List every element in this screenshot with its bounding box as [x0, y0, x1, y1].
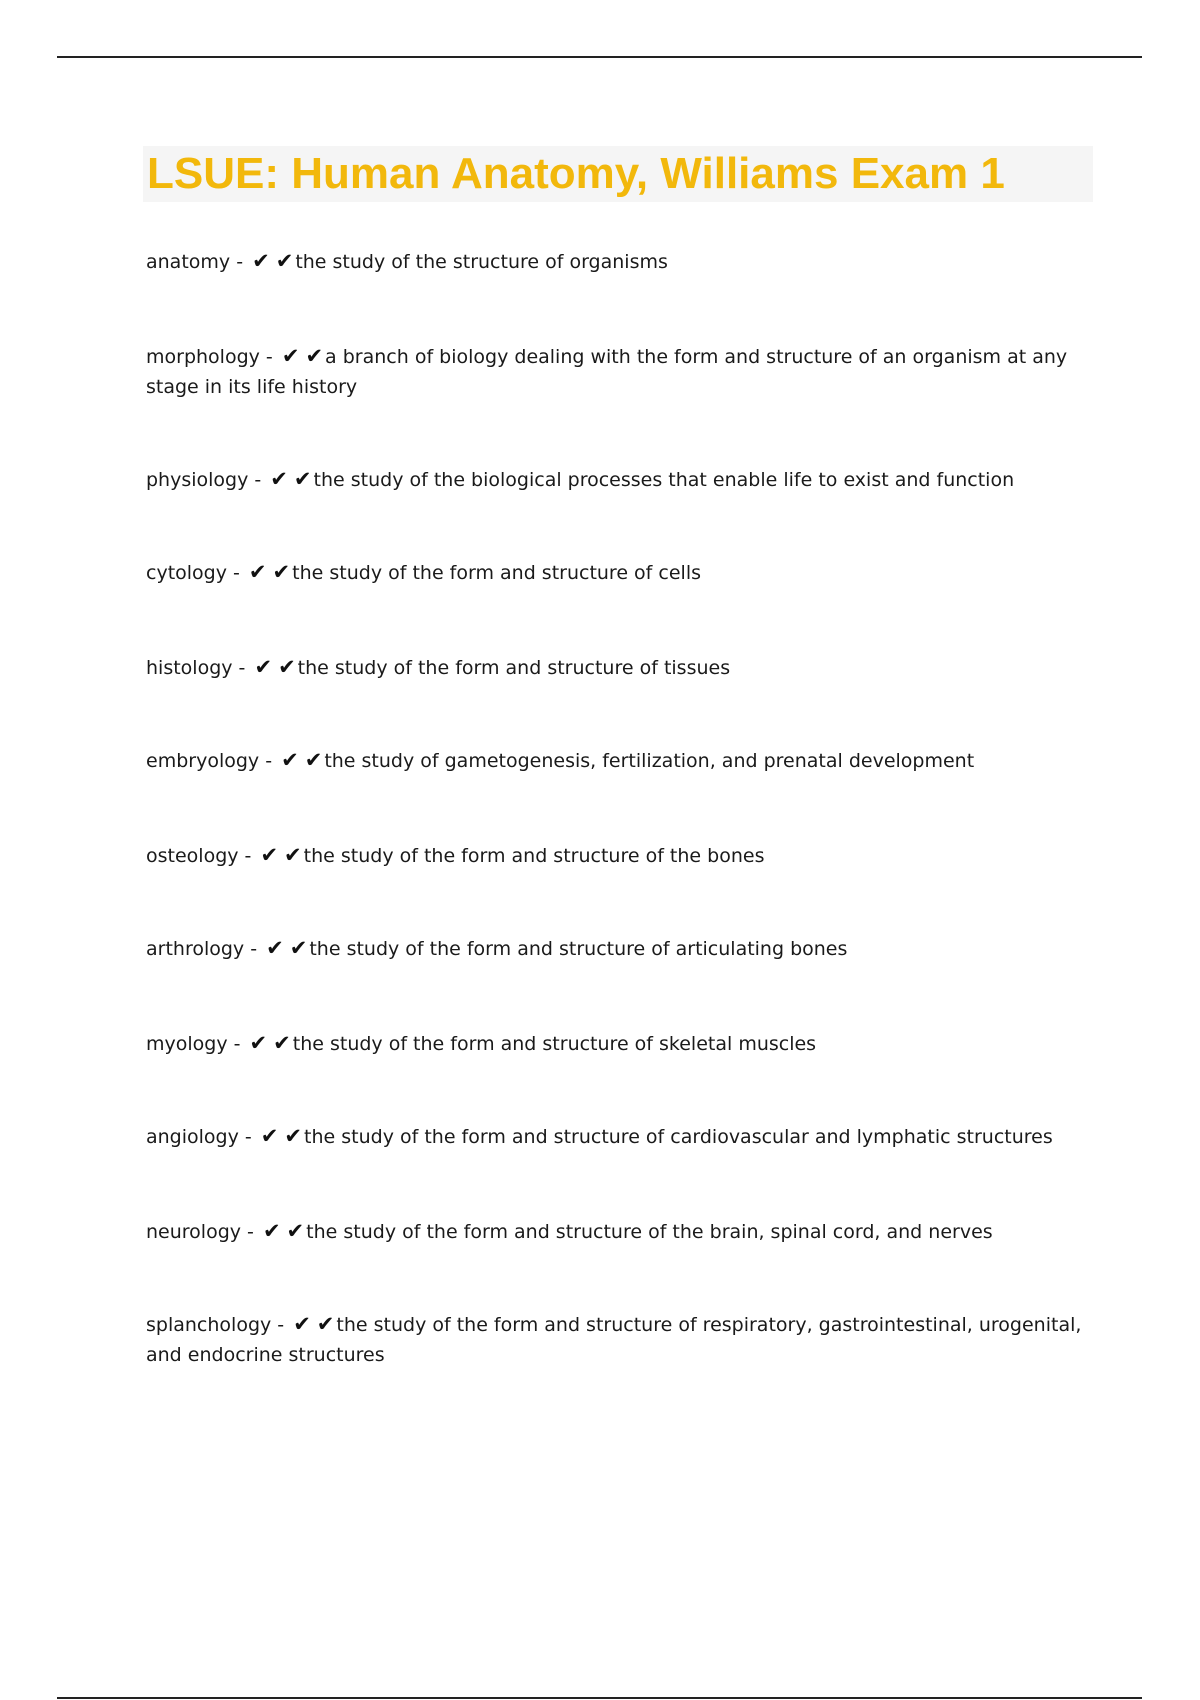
entry-definition: the study of the form and structure of articulating bones [309, 938, 848, 960]
entry-separator: - [244, 938, 264, 960]
checkmark-icon: ✔ [293, 1312, 311, 1336]
entry-term: neurology [146, 1221, 241, 1243]
checkmark-icon: ✔ [266, 936, 284, 960]
entry-term: morphology [146, 346, 260, 368]
entry-definition: the study of the form and structure of the brain, spinal cord, and nerves [306, 1221, 993, 1243]
glossary-entry [146, 557, 1096, 588]
checkmark-icon: ✔ [260, 843, 279, 867]
glossary-entry [146, 745, 1096, 776]
entry-separator: - [227, 1033, 247, 1055]
entry-definition: the study of the form and structure of cells [292, 562, 702, 584]
entry-term: physiology [146, 469, 249, 491]
checkmark-icon: ✔ [262, 1219, 281, 1243]
checkmark-icon: ✔ [284, 1124, 303, 1148]
entry-definition: the study of the form and structure of the bones [303, 845, 765, 867]
entry-term: angiology [146, 1126, 239, 1148]
entry-separator: - [226, 562, 246, 584]
checkmark-icon: ✔ [270, 467, 288, 491]
checkmark-icon: ✔ [316, 1312, 335, 1336]
checkmark-icon: ✔ [260, 1124, 279, 1148]
glossary-entry [146, 246, 1096, 277]
checkmark-icon: ✔ [304, 748, 323, 772]
glossary-entry [146, 1121, 1096, 1152]
entry-term: histology [146, 657, 233, 679]
checkmark-icon: ✔ [272, 560, 291, 584]
checkmark-icon: ✔ [249, 1031, 268, 1055]
entry-term: cytology [146, 562, 227, 584]
entry-separator: - [259, 346, 279, 368]
entry-term: osteology [146, 845, 239, 867]
entry-definition: the study of the form and structure of skeletal muscles [292, 1033, 817, 1055]
entry-separator: - [238, 1126, 258, 1148]
checkmark-icon: ✔ [289, 936, 308, 960]
bottom-divider [57, 1697, 1142, 1699]
entry-term: myology [146, 1033, 228, 1055]
checkmark-icon: ✔ [305, 344, 324, 368]
checkmark-icon: ✔ [254, 655, 273, 679]
checkmark-icon: ✔ [278, 655, 296, 679]
glossary-entry [146, 1216, 1096, 1247]
checkmark-icon: ✔ [284, 843, 302, 867]
checkmark-icon: ✔ [281, 748, 299, 772]
entry-separator: - [238, 845, 258, 867]
entry-term: embryology [146, 750, 260, 772]
entry-separator: - [230, 251, 250, 273]
entry-term: anatomy [146, 251, 231, 273]
entry-definition: the study of the form and structure of tissues [297, 657, 731, 679]
entry-definition: the study of the form and structure of cardiovascular and lymphatic structures [304, 1126, 1053, 1148]
entry-definition: the study of gametogenesis, fertilization, and prenatal development [324, 750, 975, 772]
top-divider [57, 56, 1142, 58]
checkmark-icon: ✔ [281, 344, 300, 368]
title-banner [143, 146, 1093, 202]
checkmark-icon: ✔ [273, 1031, 291, 1055]
entry-separator: - [271, 1314, 291, 1336]
checkmark-icon: ✔ [252, 249, 270, 273]
glossary-entry [146, 933, 1096, 964]
glossary-entry [146, 1309, 1096, 1370]
page-title: LSUE: Human Anatomy, Williams Exam 1 [147, 149, 1005, 198]
entry-separator: - [241, 1221, 260, 1243]
glossary-entry [146, 652, 1096, 683]
entry-definition: the study of the biological processes that enable life to exist and function [313, 469, 1015, 491]
checkmark-icon: ✔ [275, 249, 294, 273]
checkmark-icon: ✔ [293, 467, 312, 491]
entry-separator: - [248, 469, 268, 491]
glossary-entry [146, 1028, 1096, 1059]
glossary-entry [146, 341, 1096, 402]
entry-separator: - [259, 750, 279, 772]
glossary-entry [146, 840, 1096, 871]
glossary-entry [146, 464, 1096, 495]
entry-definition: the study of the structure of organisms [295, 251, 668, 273]
entry-separator: - [232, 657, 252, 679]
entry-definition: the study of the form and structure of respiratory, gastrointestinal, urogenital, and endocrine structures [146, 1314, 1082, 1366]
entry-term: arthrology [146, 938, 245, 960]
checkmark-icon: ✔ [248, 560, 267, 584]
entry-term: splanchology [146, 1314, 272, 1336]
checkmark-icon: ✔ [286, 1219, 305, 1243]
entry-definition: a branch of biology dealing with the form and structure of an organism at any stage in its life history [146, 346, 1068, 398]
